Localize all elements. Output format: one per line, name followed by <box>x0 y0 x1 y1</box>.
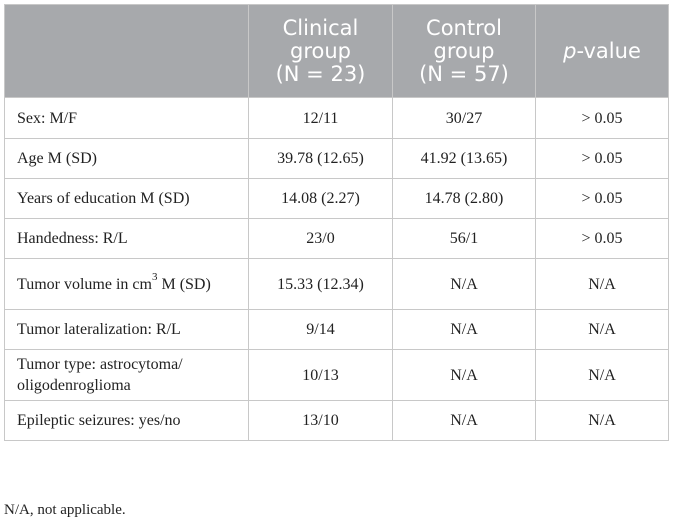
clinical-value: 39.78 (12.65) <box>249 139 393 179</box>
p-value: N/A <box>536 401 669 441</box>
row-label: Age M (SD) <box>5 139 249 179</box>
table-row <box>5 219 669 259</box>
header-control-line2: group <box>433 38 495 63</box>
control-value: N/A <box>393 401 536 441</box>
header-control-group <box>393 5 536 98</box>
p-value: N/A <box>536 259 669 310</box>
control-value: N/A <box>393 350 536 401</box>
row-label: Handedness: R/L <box>5 219 249 259</box>
table-row <box>5 401 669 441</box>
control-value: 41.92 (13.65) <box>393 139 536 179</box>
header-empty-cell <box>5 5 249 98</box>
table-row <box>5 310 669 350</box>
p-value: > 0.05 <box>536 179 669 219</box>
row-label <box>5 350 249 401</box>
row-label: Tumor lateralization: R/L <box>5 310 249 350</box>
clinical-value: 23/0 <box>249 219 393 259</box>
header-p-italic: p <box>563 38 577 63</box>
row-label <box>5 259 249 310</box>
clinical-value: 10/13 <box>249 350 393 401</box>
header-p-value <box>536 5 669 98</box>
control-value: 14.78 (2.80) <box>393 179 536 219</box>
p-value: N/A <box>536 310 669 350</box>
table-row <box>5 139 669 179</box>
table-row <box>5 179 669 219</box>
control-value: 56/1 <box>393 219 536 259</box>
p-value: > 0.05 <box>536 219 669 259</box>
control-value: 30/27 <box>393 98 536 139</box>
table-footnote: N/A, not applicable. <box>4 502 126 518</box>
clinical-value: 12/11 <box>249 98 393 139</box>
label-line2: oligodenroglioma <box>17 377 131 394</box>
p-value: N/A <box>536 350 669 401</box>
row-label: Epileptic seizures: yes/no <box>5 401 249 441</box>
label-text: Tumor volume in cm <box>17 275 152 293</box>
table-row <box>5 259 669 310</box>
header-clinical-line2: group <box>290 38 351 63</box>
header-control-n: (N = 57) <box>419 61 509 86</box>
header-control-line1: Control <box>426 15 502 40</box>
control-value: N/A <box>393 259 536 310</box>
clinical-value: 15.33 (12.34) <box>249 259 393 310</box>
clinical-value: 13/10 <box>249 401 393 441</box>
control-value: N/A <box>393 310 536 350</box>
row-label: Sex: M/F <box>5 98 249 139</box>
row-label: Years of education M (SD) <box>5 179 249 219</box>
label-superscript: 3 <box>151 271 158 284</box>
p-value: > 0.05 <box>536 139 669 179</box>
header-clinical-n: (N = 23) <box>275 61 366 86</box>
p-value: > 0.05 <box>536 98 669 139</box>
label-text-suffix: M (SD) <box>157 275 211 293</box>
clinical-value: 14.08 (2.27) <box>249 179 393 219</box>
table-header-row <box>5 5 669 98</box>
label-line1: Tumor type: astrocytoma/ <box>17 356 183 373</box>
header-clinical-group <box>249 5 393 98</box>
header-p-rest: -value <box>576 38 641 63</box>
table-row <box>5 350 669 401</box>
table-row <box>5 98 669 139</box>
demographics-table <box>4 4 669 441</box>
clinical-value: 9/14 <box>249 310 393 350</box>
header-clinical-line1: Clinical <box>282 15 359 40</box>
